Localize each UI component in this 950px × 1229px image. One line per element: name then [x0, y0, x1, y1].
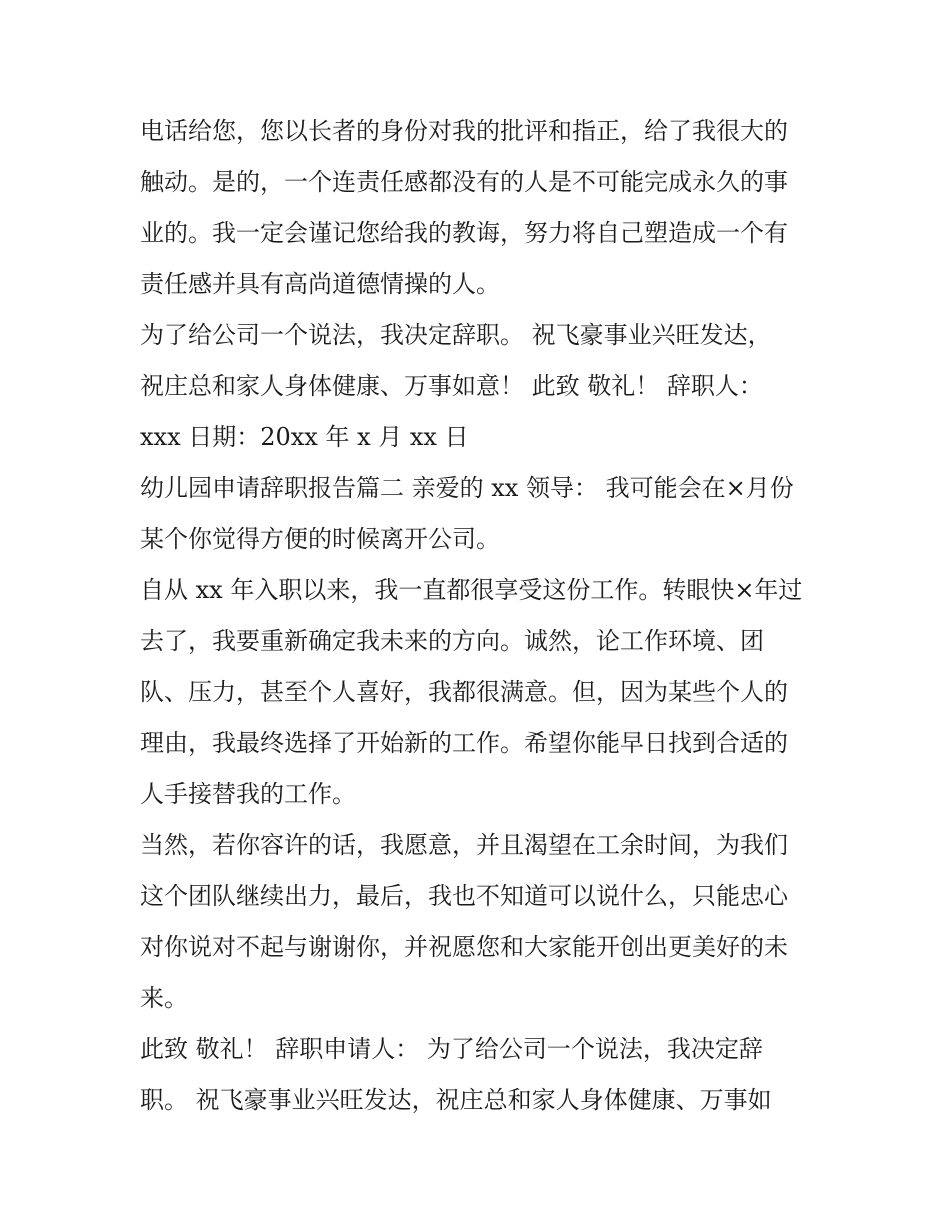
text-line: 理由，我最终选择了开始新的工作。希望你能早日找到合适的	[140, 729, 788, 757]
text-line: 责任感并具有高尚道德情操的人。	[140, 270, 500, 298]
text-line: 电话给您，您以长者的身份对我的批评和指正，给了我很大的	[140, 117, 788, 145]
text-line: 幼儿园申请辞职报告篇二 亲爱的 xx 领导： 我可能会在×月份	[140, 474, 794, 502]
text-line: 为了给公司一个说法，我决定辞职。 祝飞豪事业兴旺发达，	[140, 321, 772, 349]
text-line: 队、压力，甚至个人喜好，我都很满意。但，因为某些个人的	[140, 678, 788, 706]
text-line: 触动。是的，一个连责任感都没有的人是不可能完成永久的事	[140, 168, 788, 196]
text-line: 去了，我要重新确定我未来的方向。诚然，论工作环境、团	[140, 627, 764, 655]
document-body	[140, 106, 820, 1126]
text-line: 当然，若你容许的话，我愿意，并且渴望在工余时间，为我们	[140, 831, 788, 859]
text-line: 来。	[140, 984, 188, 1012]
text-line: 自从 xx 年入职以来，我一直都很享受这份工作。转眼快×年过	[140, 576, 803, 604]
text-line: 业的。我一定会谨记您给我的教诲，努力将自己塑造成一个有	[140, 219, 788, 247]
text-line: 祝庄总和家人身体健康、万事如意！ 此致 敬礼！ 辞职人：	[140, 372, 763, 400]
text-line: 这个团队继续出力，最后，我也不知道可以说什么，只能忠心	[140, 882, 788, 910]
text-line: 职。 祝飞豪事业兴旺发达，祝庄总和家人身体健康、万事如	[140, 1086, 772, 1114]
text-line: 人手接替我的工作。	[140, 780, 356, 808]
text-line: xxx 日期：20xx 年 x 月 xx 日	[140, 423, 469, 451]
text-line: 对你说对不起与谢谢你，并祝愿您和大家能开创出更美好的未	[140, 933, 788, 961]
text-line: 某个你觉得方便的时候离开公司。	[140, 525, 500, 553]
text-line: 此致 敬礼！ 辞职申请人： 为了给公司一个说法，我决定辞	[140, 1035, 763, 1063]
